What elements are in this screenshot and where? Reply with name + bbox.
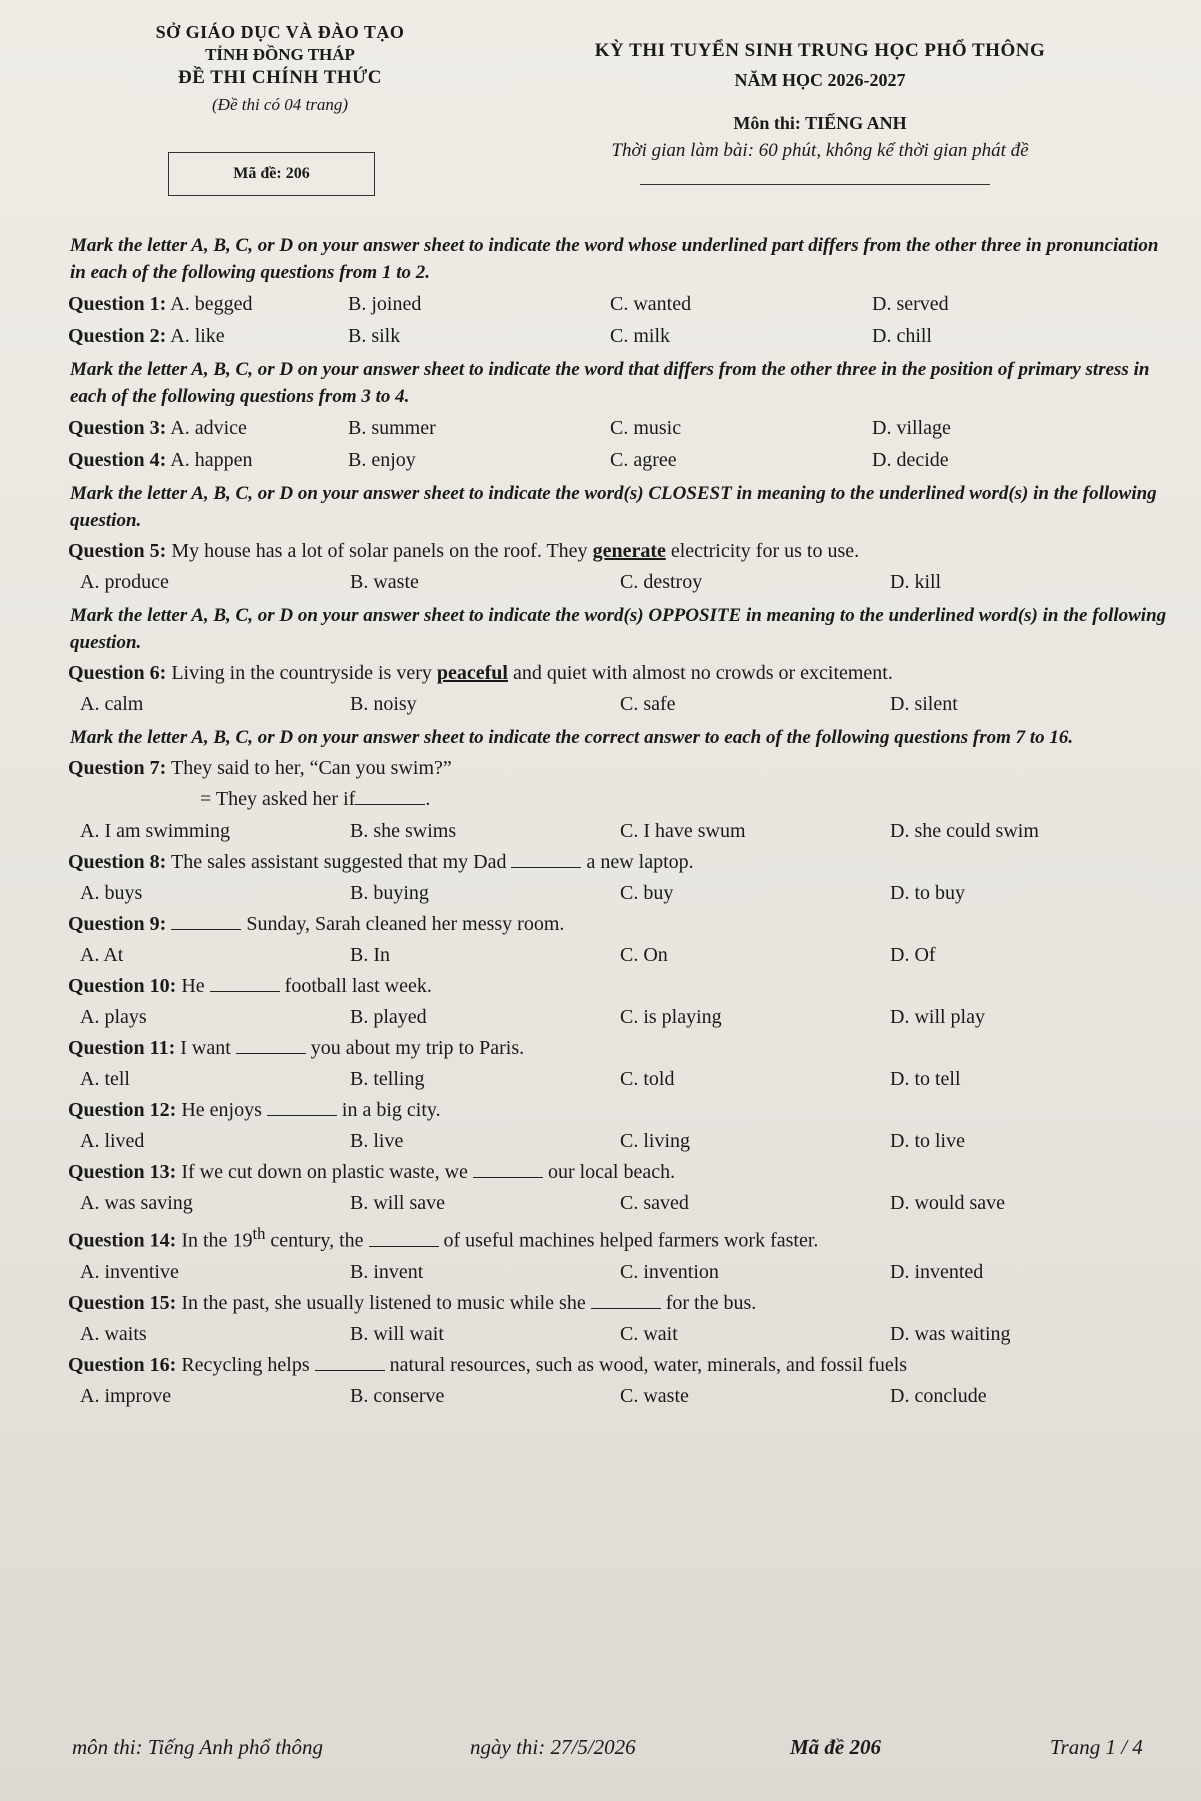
option-b: B. silk <box>348 325 401 347</box>
option-d: D. served <box>872 293 949 315</box>
option-d: D. kill <box>890 571 942 593</box>
options-5 <box>80 566 1170 598</box>
options-7 <box>80 815 1170 847</box>
footer-exam-code: Mã đề 206 <box>790 1735 881 1759</box>
option-c: C. living <box>620 1130 691 1152</box>
option-b: B. invent <box>350 1260 424 1283</box>
option-c: C. wanted <box>610 293 692 315</box>
question-text: football last week. <box>279 975 432 997</box>
option-a: A. At <box>80 944 124 966</box>
exam-content <box>40 228 1170 1412</box>
option-d: D. village <box>872 417 951 439</box>
option-a: A. produce <box>80 571 169 593</box>
option-b: B. summer <box>348 417 436 439</box>
option-c: C. destroy <box>620 571 703 593</box>
option-d: D. was waiting <box>890 1322 1011 1345</box>
section-instruction-4: Mark the letter A, B, C, or D on your answer sheet to indicate the word(s) OPPOSITE in meaning to the underlined word(s) in the following question. <box>70 605 1167 653</box>
question-6 <box>68 658 1170 688</box>
question-text: The sales assistant suggested that my Dad <box>166 851 512 873</box>
option-d: D. invented <box>890 1260 984 1283</box>
option-d: D. chill <box>872 325 932 347</box>
option-c: C. wait <box>620 1322 678 1345</box>
option-c: C. music <box>610 417 682 439</box>
option-b: B. joined <box>348 293 422 315</box>
option-c: C. waste <box>620 1384 689 1407</box>
options-9 <box>80 939 1170 971</box>
question-label: Question 10: <box>68 975 177 997</box>
question-text: Living in the countryside is very <box>166 662 437 684</box>
option-d: D. she could swim <box>890 820 1039 842</box>
page-count-note: (Đề thi có 04 trang) <box>212 95 348 114</box>
question-5 <box>68 536 1170 566</box>
header-right <box>470 40 1170 162</box>
question-label: Question 13: <box>68 1161 177 1183</box>
school-year: NĂM HỌC 2026-2027 <box>734 70 906 90</box>
reported-text: = They asked her if <box>200 788 356 810</box>
underlined-word: peaceful <box>436 662 508 684</box>
option-a: A. begged <box>170 293 253 315</box>
page-footer <box>60 1735 1180 1775</box>
option-a: A. I am swimming <box>80 820 230 842</box>
option-c: C. invention <box>620 1260 719 1283</box>
options-8 <box>80 877 1170 909</box>
question-text: and quiet with almost no crowds or excitement. <box>507 662 893 684</box>
option-c: C. is playing <box>620 1006 722 1028</box>
question-text: a new laptop. <box>581 851 694 873</box>
option-b: B. she swims <box>350 820 457 842</box>
options-14 <box>80 1256 1170 1288</box>
header-left <box>70 22 490 115</box>
question-3 <box>68 412 1170 444</box>
answer-blank <box>369 1228 439 1247</box>
option-d: D. silent <box>890 693 958 715</box>
option-d: D. decide <box>872 449 949 471</box>
option-a: A. lived <box>80 1130 145 1152</box>
question-13 <box>68 1157 1170 1187</box>
question-text: He <box>176 975 210 997</box>
question-text: in a big city. <box>336 1099 441 1121</box>
option-c: C. saved <box>620 1192 689 1214</box>
answer-blank <box>236 1035 306 1054</box>
option-c: C. On <box>620 944 668 966</box>
option-a: A. waits <box>80 1322 147 1345</box>
question-7 <box>68 753 1170 783</box>
question-label: Question 15: <box>68 1291 177 1314</box>
answer-blank <box>511 849 581 868</box>
question-9 <box>68 909 1170 939</box>
section-instruction-3: Mark the letter A, B, C, or D on your answer sheet to indicate the word(s) CLOSEST in meaning to the underlined word(s) in the following question. <box>70 483 1157 531</box>
question-15 <box>68 1288 1170 1318</box>
option-b: B. will wait <box>350 1322 444 1345</box>
question-text: They said to her, “Can you swim?” <box>166 757 452 779</box>
question-11 <box>68 1033 1170 1063</box>
option-a: A. buys <box>80 882 143 904</box>
question-16 <box>68 1350 1170 1380</box>
option-d: D. would save <box>890 1192 1005 1214</box>
options-13 <box>80 1187 1170 1219</box>
reported-end: . <box>425 788 431 810</box>
superscript: th <box>252 1224 266 1243</box>
section-instruction-1: Mark the letter A, B, C, or D on your answer sheet to indicate the word whose underlined part differs from the other three in pronunciation in each of the following questions from 1 to 2. <box>70 235 1159 283</box>
option-d: D. to tell <box>890 1068 961 1090</box>
options-6 <box>80 688 1170 720</box>
question-label: Question 11: <box>68 1037 176 1059</box>
question-label: Question 12: <box>68 1099 177 1121</box>
section-instruction-2: Mark the letter A, B, C, or D on your answer sheet to indicate the word that differs from the other three in the position of primary stress in each of the following questions from 3 to 4. <box>70 359 1150 407</box>
question-text: If we cut down on plastic waste, we <box>176 1161 473 1183</box>
department-name: SỞ GIÁO DỤC VÀ ĐÀO TẠO <box>155 22 405 42</box>
option-b: B. buying <box>350 882 429 904</box>
exam-code-box: Mã đề: 206 <box>168 152 375 196</box>
exam-title: KỲ THI TUYỂN SINH TRUNG HỌC PHỔ THÔNG <box>594 40 1046 61</box>
official-exam-label: ĐỀ THI CHÍNH THỨC <box>178 67 382 88</box>
option-b: B. noisy <box>350 693 417 715</box>
question-text: century, the <box>265 1229 369 1252</box>
option-a: A. improve <box>80 1384 172 1407</box>
option-c: C. milk <box>610 325 671 347</box>
answer-blank <box>315 1352 385 1371</box>
options-12 <box>80 1125 1170 1157</box>
question-label: Question 7: <box>68 757 167 779</box>
question-label: Question 16: <box>68 1353 177 1376</box>
answer-blank <box>267 1097 337 1116</box>
option-b: B. In <box>350 944 390 966</box>
question-label: Question 4: <box>68 449 167 471</box>
reported-speech <box>200 783 1170 815</box>
question-text: natural resources, such as wood, water, minerals, and fossil fuels <box>384 1353 908 1376</box>
question-text: Sunday, Sarah cleaned her messy room. <box>241 913 565 935</box>
answer-blank <box>355 786 425 805</box>
exam-duration: Thời gian làm bài: 60 phút, không kể thời gian phát đề <box>611 140 1029 161</box>
question-label: Question 5: <box>68 540 167 562</box>
option-a: A. calm <box>80 693 144 715</box>
option-a: A. advice <box>170 417 247 439</box>
options-10 <box>80 1001 1170 1033</box>
question-1 <box>68 288 1170 320</box>
option-a: A. inventive <box>80 1260 179 1283</box>
question-text: for the bus. <box>660 1291 757 1314</box>
option-b: B. enjoy <box>348 449 416 471</box>
option-b: B. telling <box>350 1068 425 1090</box>
option-b: B. live <box>350 1130 404 1152</box>
province-name: TỈNH ĐỒNG THÁP <box>205 45 355 64</box>
question-label: Question 2: <box>68 325 167 347</box>
section-instruction-5: Mark the letter A, B, C, or D on your answer sheet to indicate the correct answer to each of the following questions from 7 to 16. <box>70 727 1074 748</box>
question-text: He enjoys <box>176 1099 267 1121</box>
question-14 <box>68 1219 1170 1256</box>
options-15 <box>80 1318 1170 1350</box>
options-11 <box>80 1063 1170 1095</box>
options-16 <box>80 1380 1170 1412</box>
exam-subject: Môn thi: TIẾNG ANH <box>733 113 907 133</box>
question-text: electricity for us to use. <box>665 540 860 562</box>
question-label: Question 14: <box>68 1229 177 1252</box>
question-text: of useful machines helped farmers work faster. <box>438 1229 819 1252</box>
option-a: A. plays <box>80 1006 147 1028</box>
question-label: Question 9: <box>68 913 167 935</box>
underlined-word: generate <box>592 540 666 562</box>
option-d: D. conclude <box>890 1384 987 1407</box>
option-a: A. tell <box>80 1068 130 1090</box>
question-label: Question 8: <box>68 851 167 873</box>
question-text: My house has a lot of solar panels on the roof. They <box>166 540 593 562</box>
option-b: B. played <box>350 1006 427 1028</box>
footer-date: ngày thi: 27/5/2026 <box>470 1735 636 1759</box>
footer-page-number: Trang 1 / 4 <box>1050 1735 1143 1759</box>
option-d: D. Of <box>890 944 936 966</box>
question-text: In the past, she usually listened to music while she <box>176 1291 591 1314</box>
question-text: Recycling helps <box>176 1353 315 1376</box>
question-text: I want <box>175 1037 236 1059</box>
question-4 <box>68 444 1170 476</box>
question-label: Question 1: <box>68 293 167 315</box>
option-c: C. I have swum <box>620 820 746 842</box>
question-label: Question 3: <box>68 417 167 439</box>
footer-subject: môn thi: Tiếng Anh phổ thông <box>72 1735 324 1759</box>
option-a: A. happen <box>170 449 253 471</box>
question-label: Question 6: <box>68 662 167 684</box>
option-d: D. will play <box>890 1006 985 1028</box>
option-a: A. was saving <box>80 1192 193 1214</box>
option-c: C. agree <box>610 449 677 471</box>
question-text: you about my trip to Paris. <box>305 1037 525 1059</box>
option-a: A. like <box>170 325 225 347</box>
answer-blank <box>210 973 280 992</box>
question-10 <box>68 971 1170 1001</box>
question-text: our local beach. <box>542 1161 676 1183</box>
header-divider <box>640 184 990 185</box>
option-d: D. to buy <box>890 882 965 904</box>
answer-blank <box>591 1290 661 1309</box>
option-d: D. to live <box>890 1130 965 1152</box>
answer-blank <box>473 1159 543 1178</box>
question-text: In the 19 <box>176 1229 253 1252</box>
option-c: C. buy <box>620 882 674 904</box>
question-12 <box>68 1095 1170 1125</box>
option-c: C. safe <box>620 693 676 715</box>
question-2 <box>68 320 1170 352</box>
question-8 <box>68 847 1170 877</box>
option-b: B. will save <box>350 1192 445 1214</box>
option-b: B. conserve <box>350 1384 445 1407</box>
option-b: B. waste <box>350 571 419 593</box>
answer-blank <box>171 911 241 930</box>
option-c: C. told <box>620 1068 675 1090</box>
